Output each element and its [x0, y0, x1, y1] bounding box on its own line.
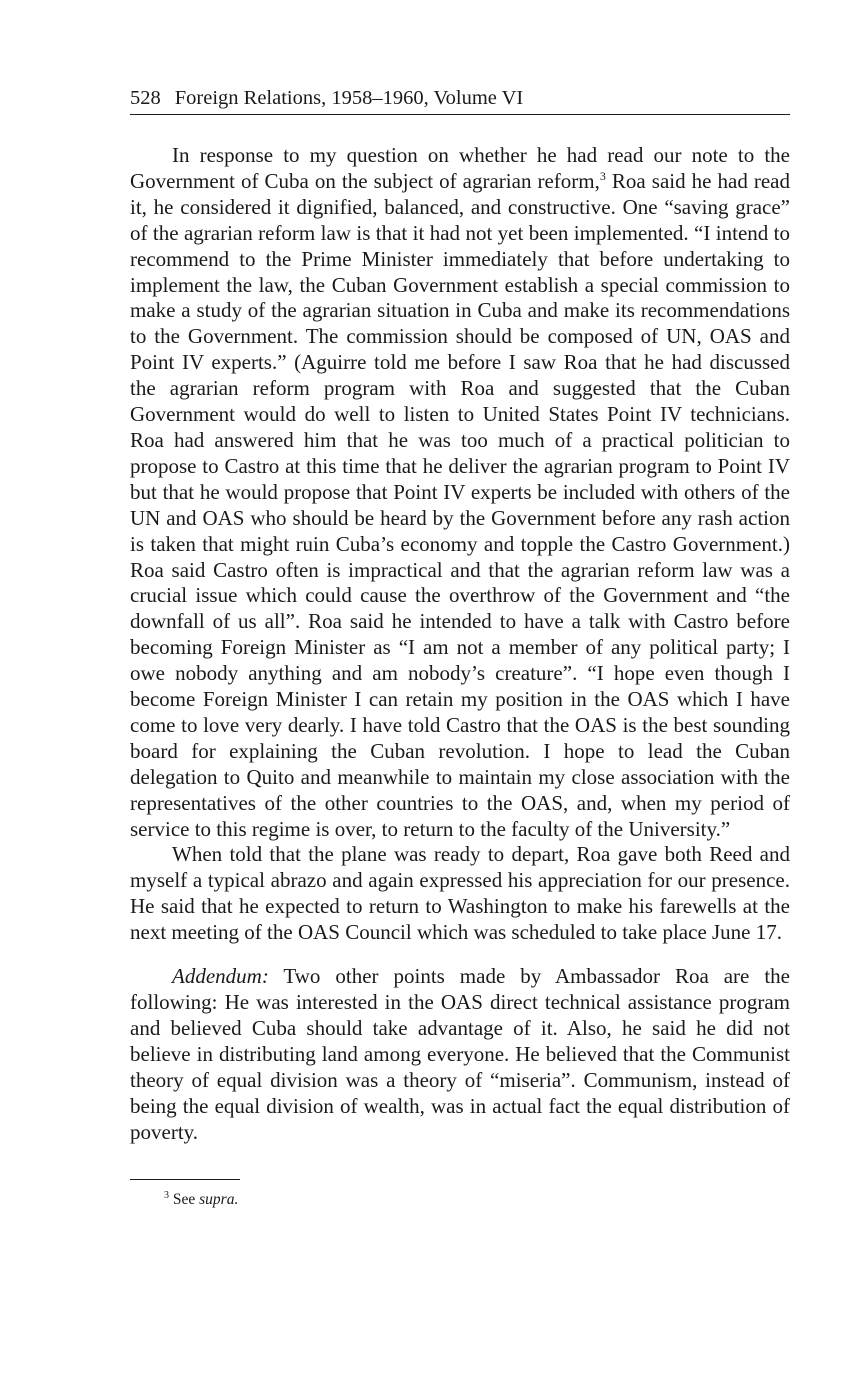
page-number: 528: [130, 87, 161, 109]
footnote: [164, 1190, 790, 1210]
paragraph-text: Roa said he had read it, he considered it dignified, balanced, and constructive. One “saving grace” of the agrarian reform law is that it had not yet been implemented. “I intend to recommend to the Prime Minister immediately that before undertaking to implement the law, the Cuban Government establish a special commission to make a study of the agrarian situation in Cuba and make its recommendations to the Government. The commission should be composed of UN, OAS and Point IV experts.” (Aguirre told me before I saw Roa that he had discussed the agrarian reform program with Roa and suggested that the Cuban Government would do well to listen to United States Point IV technicians. Roa had answered him that he was too much of a practical politician to propose to Castro at this time that he deliver the agrarian program to Point IV but that he would propose that Point IV experts be included with others of the UN and OAS who should be heard by the Government before any rash action is taken that might ruin Cuba’s economy and topple the Castro Government.) Roa said Castro often is impractical and that the agrarian reform law was a crucial issue which could cause the overthrow of the Government and “the downfall of us all”. Roa said he intended to have a talk with Castro before becoming Foreign Minister as “I am not a member of any political party; I owe nobody anything and am nobody’s creature”. “I hope even though I become Foreign Minister I can retain my position in the OAS which I have come to love very dearly. I have told Castro that the OAS is the best sounding board for explaining the Cuban revolution. I hope to lead the Cuban delegation to Quito and meanwhile to maintain my close association with the representatives of the other countries to the OAS, and, when my period of service to this regime is over, to return to the faculty of the University.”: [130, 168, 791, 841]
footnote-text: See: [172, 1191, 200, 1209]
addendum-paragraph: [130, 964, 790, 1145]
footnote-number: 3: [164, 1190, 169, 1202]
footnote-italic: supra.: [199, 1191, 239, 1209]
paragraph-text: In response to my question on whether he had read our note to the Government of Cuba on the subject of agrarian reform,: [130, 143, 790, 193]
paragraph: [130, 143, 790, 842]
paragraph: When told that the plane was ready to depart, Roa gave both Reed and myself a typical abrazo and again expressed his appreciation for our presence. He said that he expected to return to Washington to make his farewells at the next meeting of the OAS Council which was scheduled to take place June 17.: [130, 842, 790, 945]
footnote-reference: 3: [599, 168, 606, 183]
document-page: [130, 84, 790, 1210]
footnote-divider: [130, 1179, 240, 1180]
running-head: [130, 84, 790, 115]
addendum-label: Addendum:: [172, 964, 269, 989]
volume-title: Foreign Relations, 1958–1960, Volume VI: [174, 87, 524, 109]
addendum-text: Two other points made by Ambassador Roa are the following: He was interested in the OAS direct technical assistance program and believed Cuba should take advantage of it. Also, he said he did not believe in distributing land among everyone. He believed that the Communist theory of equal division was a theory of “miseria”. Communism, instead of being the equal division of wealth, was in actual fact the equal distribution of poverty.: [130, 964, 790, 1144]
body-text: [130, 143, 790, 1145]
